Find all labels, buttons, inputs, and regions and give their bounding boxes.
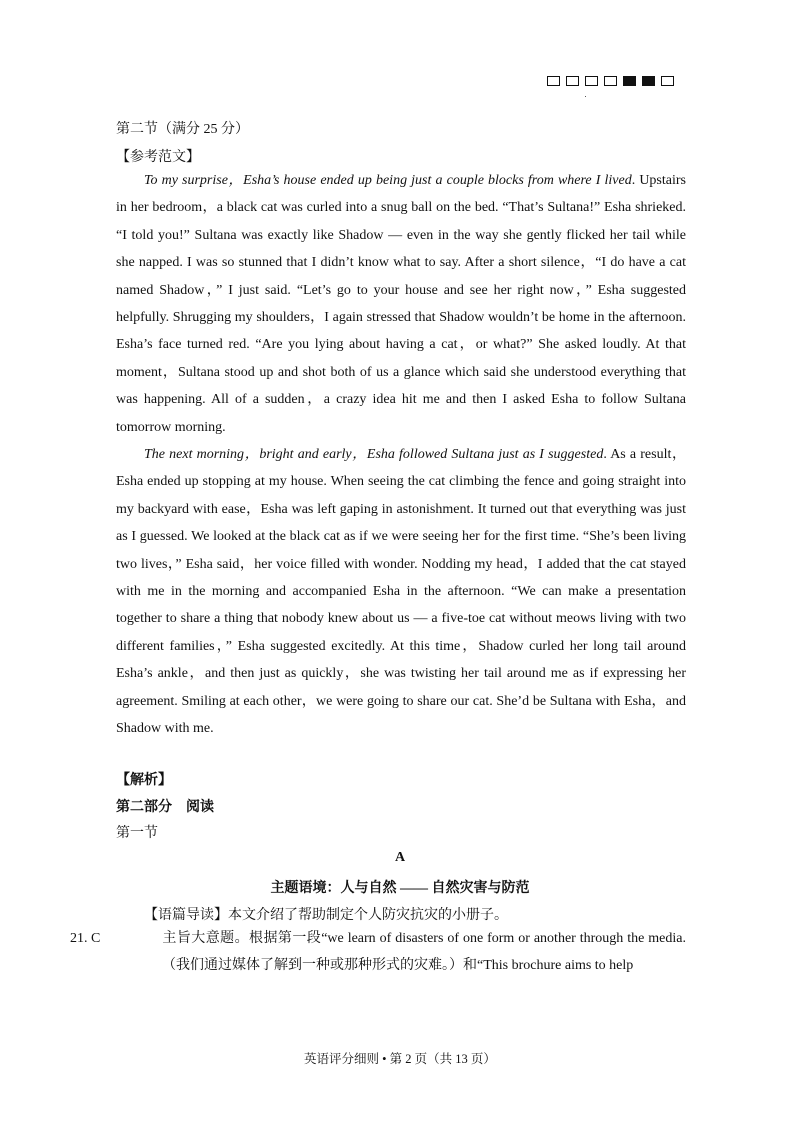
essay-paragraph-1	[116, 167, 686, 441]
header-box-3	[585, 76, 598, 86]
paragraph-2-body: . As a result，Esha ended up stopping at my house. When seeing the cat climbing the fence and going straight into my backyard with ease，Esha was left gaping in astonishment. It turned out that everything was just as I guessed. We looked at the black cat as if we were seeing her for the first time. “She’s been living two lives，” Esha said，her voice filled with wonder. Nodding my head，I added that the cat stayed with me in the morning and accompanied Esha in the afternoon. “We can make a presentation together to share a thing that nobody knew about us — a five-toe cat without meows living with two different families，” Esha suggested excitedly. At this time，Shadow curled her long tail around Esha’s ankle，and then just as quickly，she was twisting her tail around me as if expressing her agreement. Smiling at each other，we were going to share our cat. She’d be Sultana with Esha，and Shadow with me.	[116, 447, 687, 737]
analysis-label: 【解析】	[116, 773, 172, 788]
header-box-2	[566, 76, 579, 86]
paragraph-2-opening: The next morning，bright and early，Esha followed Sultana just as I suggested	[144, 447, 604, 462]
header-dot	[585, 96, 586, 97]
passage-guide: 【语篇导读】本文介绍了帮助制定个人防灾抗灾的小册子。	[144, 908, 508, 923]
part-label: 第二部分 阅读	[116, 800, 214, 815]
paragraph-1-opening: To my surprise，Esha’s house ended up being just a couple blocks from where I lived	[144, 173, 632, 188]
page-footer: 英语评分细则 • 第 2 页（共 13 页）	[304, 1052, 496, 1066]
header-progress-boxes	[547, 76, 674, 86]
header-box-5	[623, 76, 636, 86]
question-21-text: 主旨大意题。根据第一段“we learn of disasters of one form or another through the media.（我们通过媒体了解到一种或那种形式的灾难。）和“This brochure aims to help	[162, 931, 686, 973]
essay-paragraph-2	[116, 441, 686, 742]
header-box-7	[661, 76, 674, 86]
reference-label: 【参考范文】	[116, 150, 200, 165]
section-title: 第二节（满分 25 分）	[116, 122, 249, 137]
theme-line: 主题语境：人与自然 —— 自然灾害与防范	[270, 881, 530, 896]
paragraph-1-body: . Upstairs in her bedroom，a black cat was curled into a snug ball on the bed. “That’s Sultana!” Esha shrieked. “I told you!” Sultana was exactly like Shadow — even in the way she gently flicked her tail while she napped. I was so stunned that I didn’t know what to say. After a short silence，“I do have a cat named Shadow，” I just said. “Let’s go to your house and see her right now，” Esha suggested helpfully. Shrugging my shoulders，I again stressed that Shadow wouldn’t be home in the afternoon. Esha’s face turned red. “Are you lying about having a cat，or what?” She asked loudly. At that moment，Sultana stood up and shot both of us a glance which said she understood everything that was happening. All of a sudden，a crazy idea hit me and then I asked Esha to follow Sultana tomorrow morning.	[116, 173, 686, 435]
passage-letter: A	[394, 850, 406, 865]
question-21-number: 21. C	[70, 931, 101, 946]
header-box-4	[604, 76, 617, 86]
header-box-1	[547, 76, 560, 86]
section1-label: 第一节	[116, 826, 158, 841]
question-21	[70, 925, 686, 979]
header-box-6	[642, 76, 655, 86]
